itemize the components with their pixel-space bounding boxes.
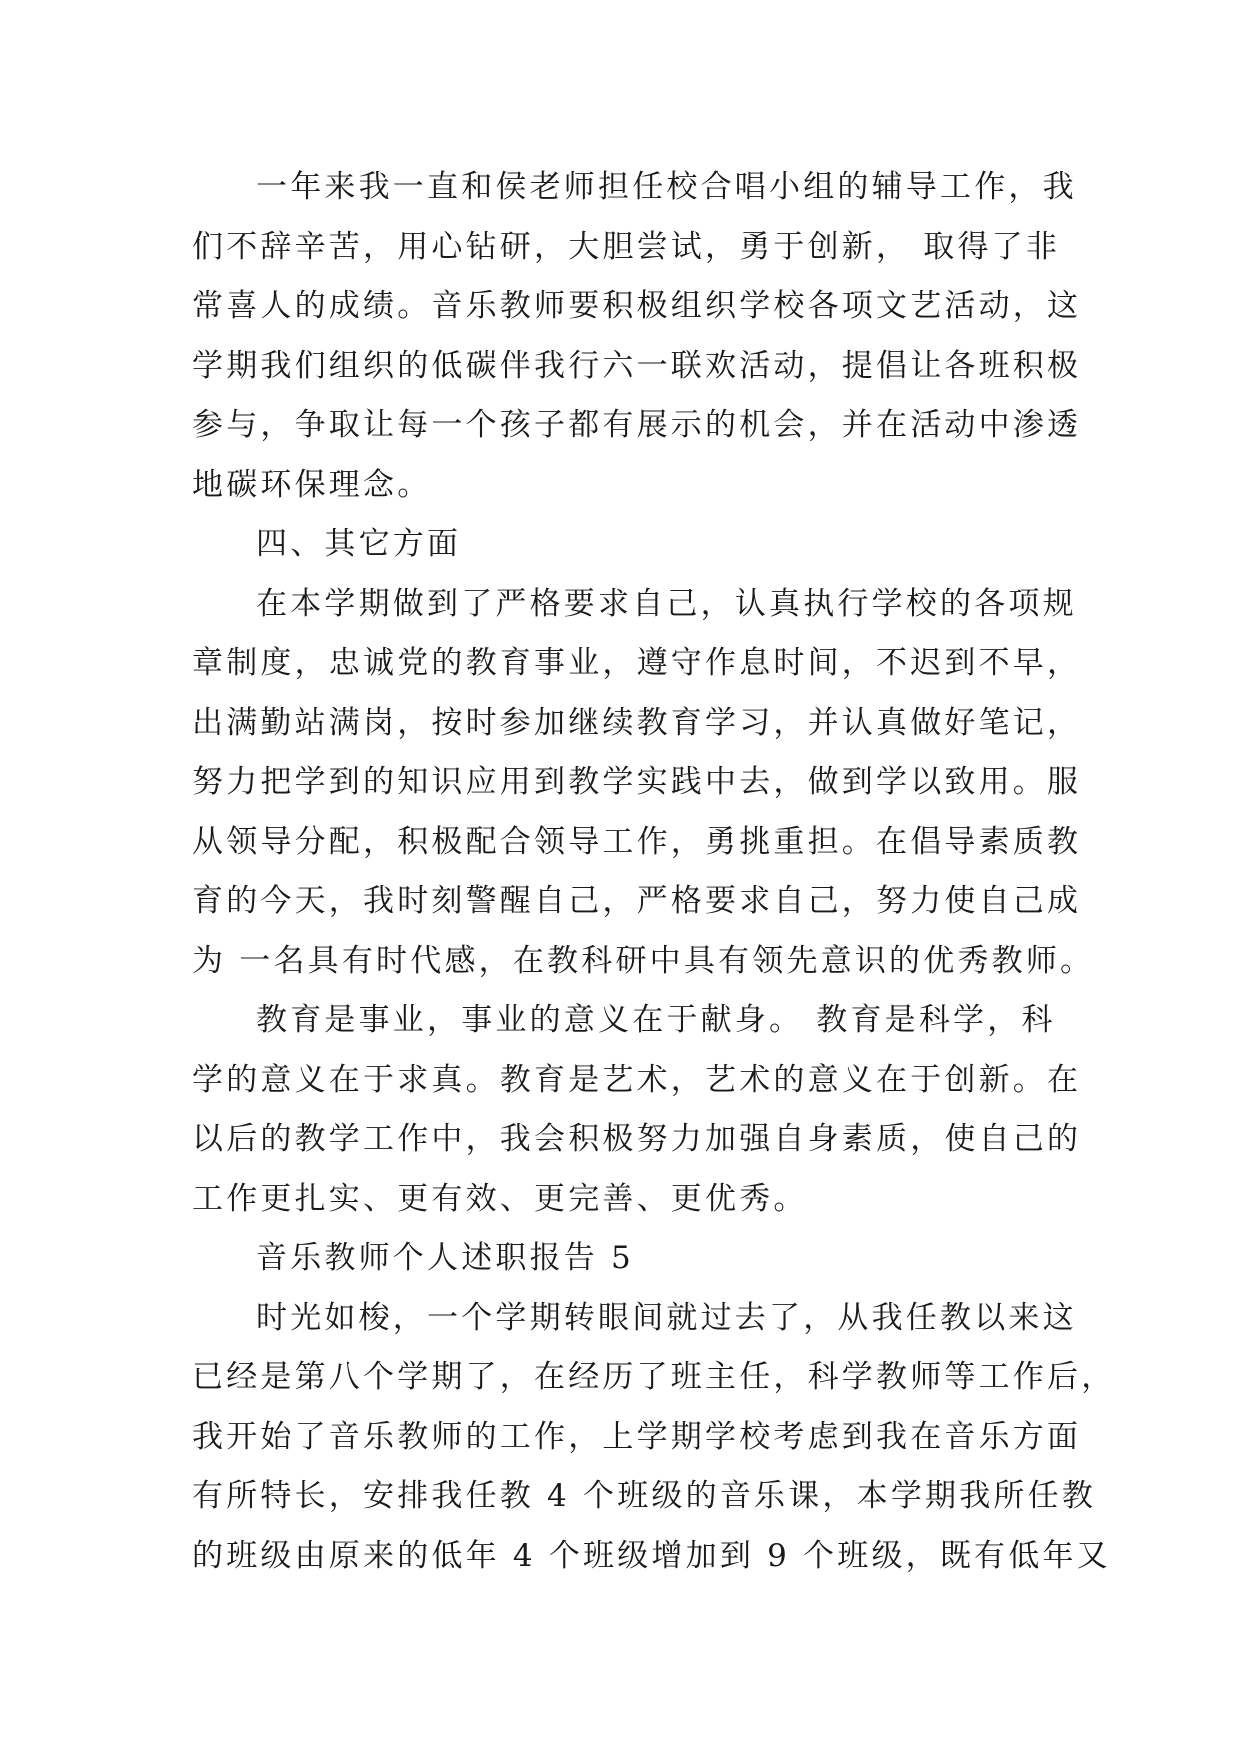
text-line: 章制度，忠诚党的教育事业，遵守作息时间，不迟到不早，: [192, 645, 1082, 681]
text-line: 工作更扎实、更有效、更完善、更优秀。: [192, 1180, 808, 1217]
text-line: 们不辞辛苦，用心钻研，大胆尝试，勇于创新， 取得了非: [192, 228, 1061, 265]
text-line: 学的意义在于求真。教育是艺术，艺术的意义在于创新。在: [192, 1061, 1082, 1098]
document-page: [192, 158, 1116, 1586]
text-line: 参与，争取让每一个孩子都有展示的机会，并在活动中渗透: [192, 407, 1082, 443]
text-line: 有所特长，安排我任教 4 个班级的音乐课，本学期我所任教: [192, 1478, 1097, 1514]
report-title: 音乐教师个人述职报告 5: [256, 1240, 634, 1276]
section-heading: 四、其它方面: [256, 526, 462, 562]
text-line: 已经是第八个学期了，在经历了班主任，科学教师等工作后，: [192, 1359, 1116, 1395]
text-line: 我开始了音乐教师的工作，上学期学校考虑到我在音乐方面: [192, 1418, 1082, 1455]
text-line: 的班级由原来的低年 4 个班级增加到 9 个班级，既有低年又: [192, 1537, 1111, 1574]
text-line: 一年来我一直和侯老师担任校合唱小组的辅导工作，我: [256, 169, 1077, 205]
text-line: 从领导分配，积极配合领导工作，勇挑重担。在倡导素质教: [192, 823, 1082, 860]
text-line: 学期我们组织的低碳伴我行六一联欢活动，提倡让各班积极: [192, 347, 1082, 384]
text-line: 努力把学到的知识应用到教学实践中去，做到学以致用。服: [192, 764, 1082, 800]
text-line: 育的今天，我时刻警醒自己，严格要求自己，努力使自己成: [192, 883, 1082, 919]
text-line: 常喜人的成绩。音乐教师要积极组织学校各项文艺活动，这: [192, 288, 1082, 324]
text-line: 地碳环保理念。: [192, 466, 432, 503]
text-line: 在本学期做到了严格要求自己，认真执行学校的各项规: [256, 585, 1077, 622]
text-line: 时光如梭，一个学期转眼间就过去了，从我任教以来这: [256, 1299, 1077, 1336]
text-line: 以后的教学工作中，我会积极努力加强自身素质，使自己的: [192, 1121, 1082, 1157]
text-line: 教育是事业，事业的意义在于献身。 教育是科学，科: [256, 1002, 1056, 1038]
text-line: 出满勤站满岗，按时参加继续教育学习，并认真做好笔记，: [192, 704, 1082, 741]
text-line: 为 一名具有时代感，在教科研中具有领先意识的优秀教师。: [192, 942, 1095, 979]
